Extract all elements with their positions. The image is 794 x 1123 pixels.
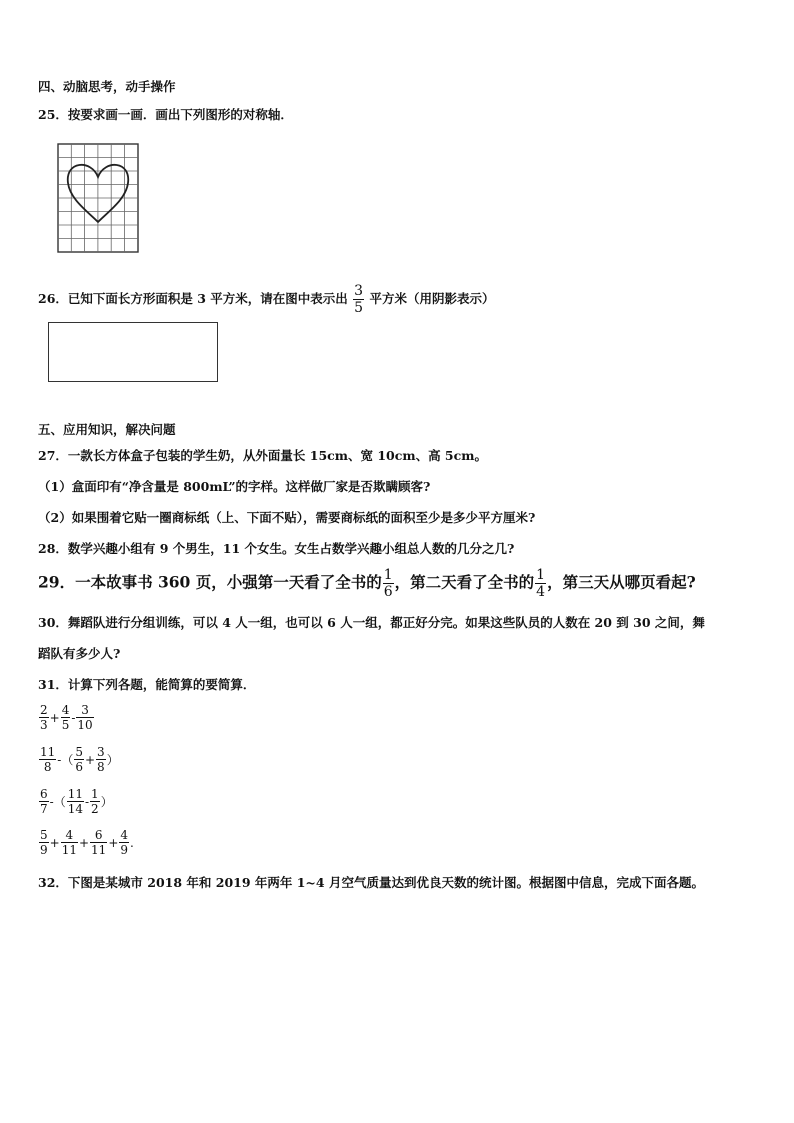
question-26-prefix: 26．已知下面长方形面积是 3 平方米，请在图中表示出 xyxy=(38,291,348,306)
fraction-one-quarter: $\frac{1}{4}$ xyxy=(536,567,546,600)
section-4-title: 四、动脑思考，动手操作 xyxy=(38,79,176,94)
fraction-three-fifths: $\frac{3}{5}$ xyxy=(354,283,364,316)
question-27-sub-1: （1）盒面印有“净含量是 800mL”的字样。这样做厂家是否欺瞒顾客? xyxy=(38,479,431,494)
question-32: 32．下图是某城市 2018 年和 2019 年两年 1~4 月空气质量达到优良天数的统计图。根据图中信息，完成下面各题。 xyxy=(38,875,704,890)
question-30-line-2: 蹈队有多少人? xyxy=(38,646,121,661)
question-26 xyxy=(38,284,494,315)
rectangle-figure xyxy=(48,322,218,382)
question-26-suffix: 平方米（用阴影表示） xyxy=(369,291,495,306)
question-27: 27．一款长方体盒子包装的学生奶，从外面量长 15cm、宽 10cm、高 5cm。 xyxy=(38,448,487,463)
fraction-one-sixth: $\frac{1}{6}$ xyxy=(383,567,393,600)
expression-1: $\frac{2}{3}$ + $\frac{4}{5}$ - $\frac{3}{10}$ xyxy=(40,703,93,732)
section-5-title: 五、应用知识，解决问题 xyxy=(38,422,176,437)
question-31: 31．计算下列各题，能简算的要简算． xyxy=(38,677,256,692)
question-28: 28．数学兴趣小组有 9 个男生，11 个女生。女生占数学兴趣小组总人数的几分之几? xyxy=(38,541,515,556)
question-29: 29．一本故事书 360 页，小强第一天看了全书的 $\frac{1}{6}$ ，第二天看了全书的 $\frac{1}{4}$ ，第三天从哪页看起? xyxy=(38,567,696,600)
question-25: 25．按要求画一画．画出下列图形的对称轴． xyxy=(38,107,293,122)
expression-3: $\frac{6}{7}$ -（ $\frac{11}{14}$ - $\frac{1}{2}$ ） xyxy=(40,787,113,816)
expression-4: $\frac{5}{9}$ + $\frac{4}{11}$ + $\frac{6}{11}$ + $\frac{4}{9}$ . xyxy=(40,828,134,857)
question-30-line-1: 30．舞蹈队进行分组训练，可以 4 人一组，也可以 6 人一组，都正好分完。如果这些队员的人数在 20 到 30 之间，舞 xyxy=(38,615,705,630)
question-27-sub-2: （2）如果围着它贴一圈商标纸（上、下面不贴），需要商标纸的面积至少是多少平方厘米? xyxy=(38,510,536,525)
heart-grid-figure xyxy=(57,143,139,253)
expression-2: $\frac{11}{8}$ -（ $\frac{5}{6}$ + $\frac{3}{8}$ ） xyxy=(40,745,119,774)
